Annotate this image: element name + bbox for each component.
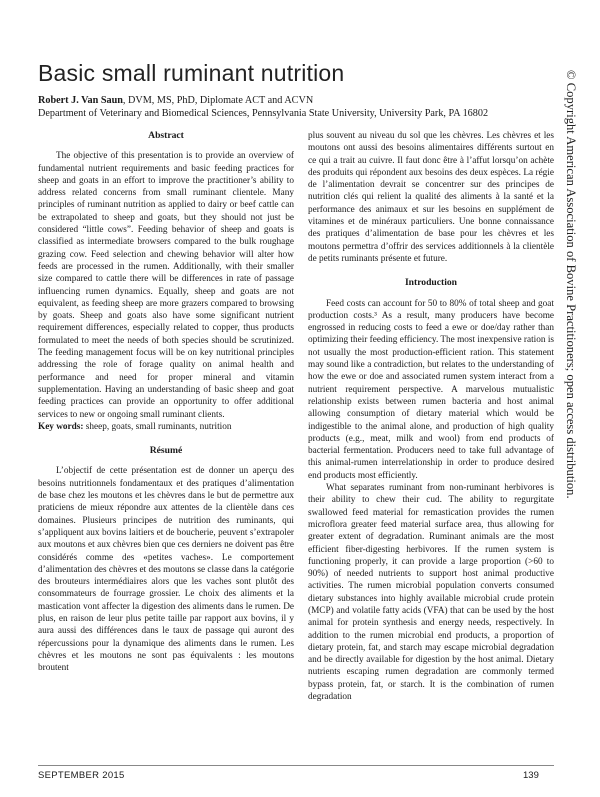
author-line: [38, 95, 313, 106]
copyright-sidebar: [564, 70, 588, 690]
keywords-label: Key words:: [38, 421, 84, 432]
introduction-paragraph-2: What separates ruminant from non-ruminant herbivores is their ability to chew their cud. The ability to regurgitate swallowed feed material for remastication provides the rumen microflora greater feed material surface area, thus allowing for greater extent of degradation. Ruminant animals are the most efficient fiber-digesting herbivores. If the rumen system is functioning properly, it can provide a large proportion (>60 to 90%) of needed nutrients to support host animal productive activities. The rumen microbial population converts consumed dietary substances into highly available microbial crude protein (MCP) and volatile fatty acids (VFA) that can be used by the host animal for protein synthesis and energy needs, respectively. In addition to the rumen microbial end products, a proportion of dietary protein, fat, and starch may escape microbial degradation and be directly available for digestion by the host animal. Dietary nutrients escaping rumen degradation are commonly termed bypass protein, fat, or starch. It is the combination of rumen degradation: [308, 483, 554, 703]
keywords-line: [38, 421, 294, 433]
abstract-heading: Abstract: [148, 130, 184, 141]
resume-text: L’objectif de cette présentation est de donner un aperçu des besoins nutritionnels fondamentaux et des pratiques d’alimentation de base chez les moutons et les chèvres dans le but de permettre aux praticiens de mieux répondre aux attentes de la clientèle dans ces domaines. Plusieurs principes de nutrition des ruminants, qui s’appliquent aux bovins laitiers et de boucherie, peuvent s’extrapoler aux moutons et aux chèvres bien que ces derniers ne doivent pas être considérés comme des «petites vaches». Le comportement d’alimentation des chèvres et des moutons se classe dans la catégorie des brouteurs intermédiaires alors que les vaches sont plutôt des consommateurs de fourrage grossier. Le choix des aliments et la mastication vont affecter la digestion des aliments dans le rumen. De plus, en raison de leur plus petite taille par rapport aux bovins, il y aura aussi des différences dans le taux de passage qui auront des répercussions pour la dynamique des aliments dans le rumen. Les chèvres et les moutons ne sont pas équivalents : les moutons broutent: [38, 466, 294, 674]
author-credentials: , DVM, MS, PhD, Diplomate ACT and ACVN: [122, 95, 314, 106]
left-column: [38, 130, 294, 674]
resume-heading: Résumé: [149, 445, 183, 457]
page-number: 139: [523, 770, 539, 781]
resume-continued: plus souvent au niveau du sol que les chèvres. Les chèvres et les moutons ont aussi des besoins alimentaires différents surtout en ce qui a trait au cuivre. Il faut donc être à l’affut lorsqu’on achète des produits qui répondent aux besoins des deux espèces. La régie de l’alimentation devrait se concentrer sur des principes de nutrition clés qui relient la qualité des aliments à la santé et la performance des animaux et sur les besoins en supplément de vitamines et de minéraux particuliers. Une bonne connaissance des pratiques d’alimentation de base pour les chèvres et les moutons permettra d’offrir des services additionnels à la clientèle de petits ruminants présente et future.: [308, 131, 554, 264]
right-column: [308, 130, 554, 703]
footer-date: SEPTEMBER 2015: [38, 770, 125, 781]
affiliation: Department of Veterinary and Biomedical Sciences, Pennsylvania State University, University Park, PA 16802: [38, 108, 489, 119]
introduction-heading: Introduction: [404, 277, 458, 289]
author-name: Robert J. Van Saun: [38, 95, 123, 106]
copyright-text: © Copyright American Association of Bovine Practitioners; open access distribution.: [564, 70, 578, 499]
footer-rule: [38, 765, 554, 766]
keywords-text: sheep, goats, small ruminants, nutrition: [85, 421, 232, 432]
article-title: Basic small ruminant nutrition: [38, 60, 345, 86]
abstract-text: The objective of this presentation is to provide an overview of fundamental nutrient requirements and basic feeding practices for sheep and goats in an effort to improve the practitioner’s ability to address related concerns from small ruminant clientele. Many principles of ruminant nutrition as applied to dairy or beef cattle can be extrapolated to sheep and goats, but they should not just be considered “little cows”. Feeding behavior of sheep and goats is classified as intermediate browsers compared to the bulk roughage grazing cow. Feed selection and chewing behavior will alter how feeds are processed in the rumen. Additionally, with their smaller size compared to cattle there will be differences in rate of passage influencing rumen dynamics. Equally, sheep and goats are not equivalent, as feeding sheep are more grazers compared to browsing by goats. Sheep and goats also have some significant nutrient requirement differences, especially related to copper, thus products formulated to meet the needs of both species should be scrutinized. The feeding management focus will be on key nutritional principles addressing the role of forage quality on animal health and performance and need for proper mineral and vitamin supplementation. Having an understanding of basic sheep and goat feeding practices can provide an opportunity to offer additional services to new or ongoing small ruminant clients.: [38, 151, 294, 420]
introduction-paragraph-1: Feed costs can account for 50 to 80% of total sheep and goat production costs.³ As a result, many producers have become engrossed in reducing costs to feed a ewe or doe/day rather than optimizing their feeding efficiency. The most inexpensive ration is not usually the most production-efficient ration. This statement may sound like a contradiction, but relates to the understanding of how the ewe or doe and associated rumen system interact from a nutrient requirement perspective. A marvelous mutualistic relationship exists between rumen bacteria and host animal allowing consumption of dietary material which would be indigestible to the animal alone, and production of high quality products (e.g., meat, milk and wool) from end products of bacterial fermentation. Producers need to take full advantage of this animal-rumen interrelationship in order to produce desired end products most efficiently.: [308, 298, 554, 481]
